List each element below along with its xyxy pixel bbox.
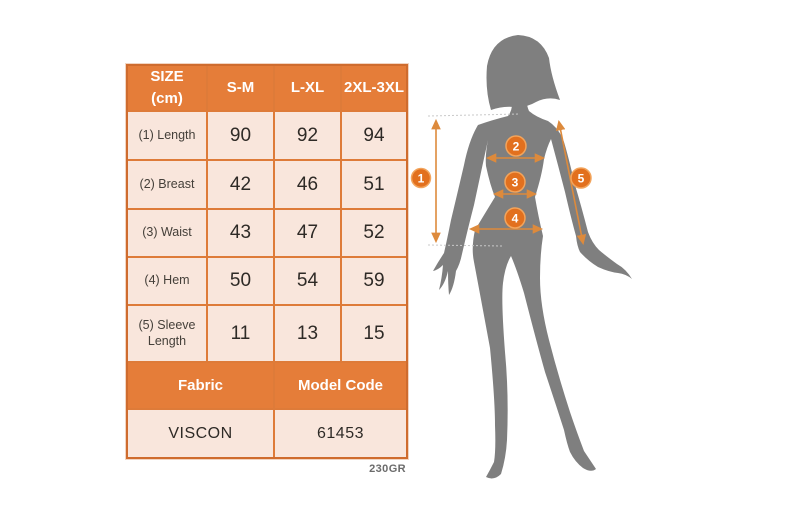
weight-note: 230GR bbox=[369, 463, 406, 475]
marker-4-number: 4 bbox=[511, 211, 519, 226]
hem-2xl3xl: 59 bbox=[342, 258, 406, 304]
size-table bbox=[126, 64, 408, 459]
row-label-breast: (2) Breast bbox=[128, 161, 206, 208]
marker-3-number: 3 bbox=[511, 175, 519, 190]
corner-header-size-cm bbox=[128, 66, 206, 110]
row-label-sleeve-length: (5) Sleeve Length bbox=[128, 306, 206, 361]
corner-header-line2: (cm) bbox=[151, 90, 183, 107]
length-lxl: 92 bbox=[275, 112, 340, 159]
row-label-length: (1) Length bbox=[128, 112, 206, 159]
row-label-waist: (3) Waist bbox=[128, 210, 206, 256]
length-2xl3xl: 94 bbox=[342, 112, 406, 159]
measure-marker-5 bbox=[571, 168, 591, 188]
fabric-header: Fabric bbox=[128, 363, 273, 408]
measure-marker-2 bbox=[506, 136, 526, 156]
marker-5-number: 5 bbox=[577, 171, 585, 186]
corner-header-line1: SIZE bbox=[150, 68, 184, 86]
fabric-value: VISCON bbox=[128, 410, 273, 457]
woman-silhouette-icon bbox=[433, 35, 632, 478]
measure-marker-1 bbox=[412, 169, 431, 188]
column-header-lxl: L-XL bbox=[275, 66, 340, 110]
silhouette-hair bbox=[487, 35, 561, 110]
guide-line-top bbox=[428, 114, 520, 116]
breast-sm: 42 bbox=[208, 161, 273, 208]
row-label-hem: (4) Hem bbox=[128, 258, 206, 304]
length-sm: 90 bbox=[208, 112, 273, 159]
marker-2-number: 2 bbox=[512, 139, 520, 154]
sleeve-lxl: 13 bbox=[275, 306, 340, 361]
column-header-2xl3xl: 2XL-3XL bbox=[342, 66, 406, 110]
sleeve-sm: 11 bbox=[208, 306, 273, 361]
measure-marker-3 bbox=[505, 172, 525, 192]
breast-lxl: 46 bbox=[275, 161, 340, 208]
hem-lxl: 54 bbox=[275, 258, 340, 304]
measure-marker-4 bbox=[505, 208, 525, 228]
measurement-figure bbox=[408, 25, 640, 490]
sleeve-2xl3xl: 15 bbox=[342, 306, 406, 361]
breast-2xl3xl: 51 bbox=[342, 161, 406, 208]
waist-2xl3xl: 52 bbox=[342, 210, 406, 256]
waist-lxl: 47 bbox=[275, 210, 340, 256]
waist-sm: 43 bbox=[208, 210, 273, 256]
model-code-value: 61453 bbox=[275, 410, 406, 457]
marker-1-number: 1 bbox=[417, 171, 425, 186]
silhouette-body bbox=[433, 98, 632, 478]
model-code-header: Model Code bbox=[275, 363, 406, 408]
hem-sm: 50 bbox=[208, 258, 273, 304]
column-header-sm: S-M bbox=[208, 66, 273, 110]
